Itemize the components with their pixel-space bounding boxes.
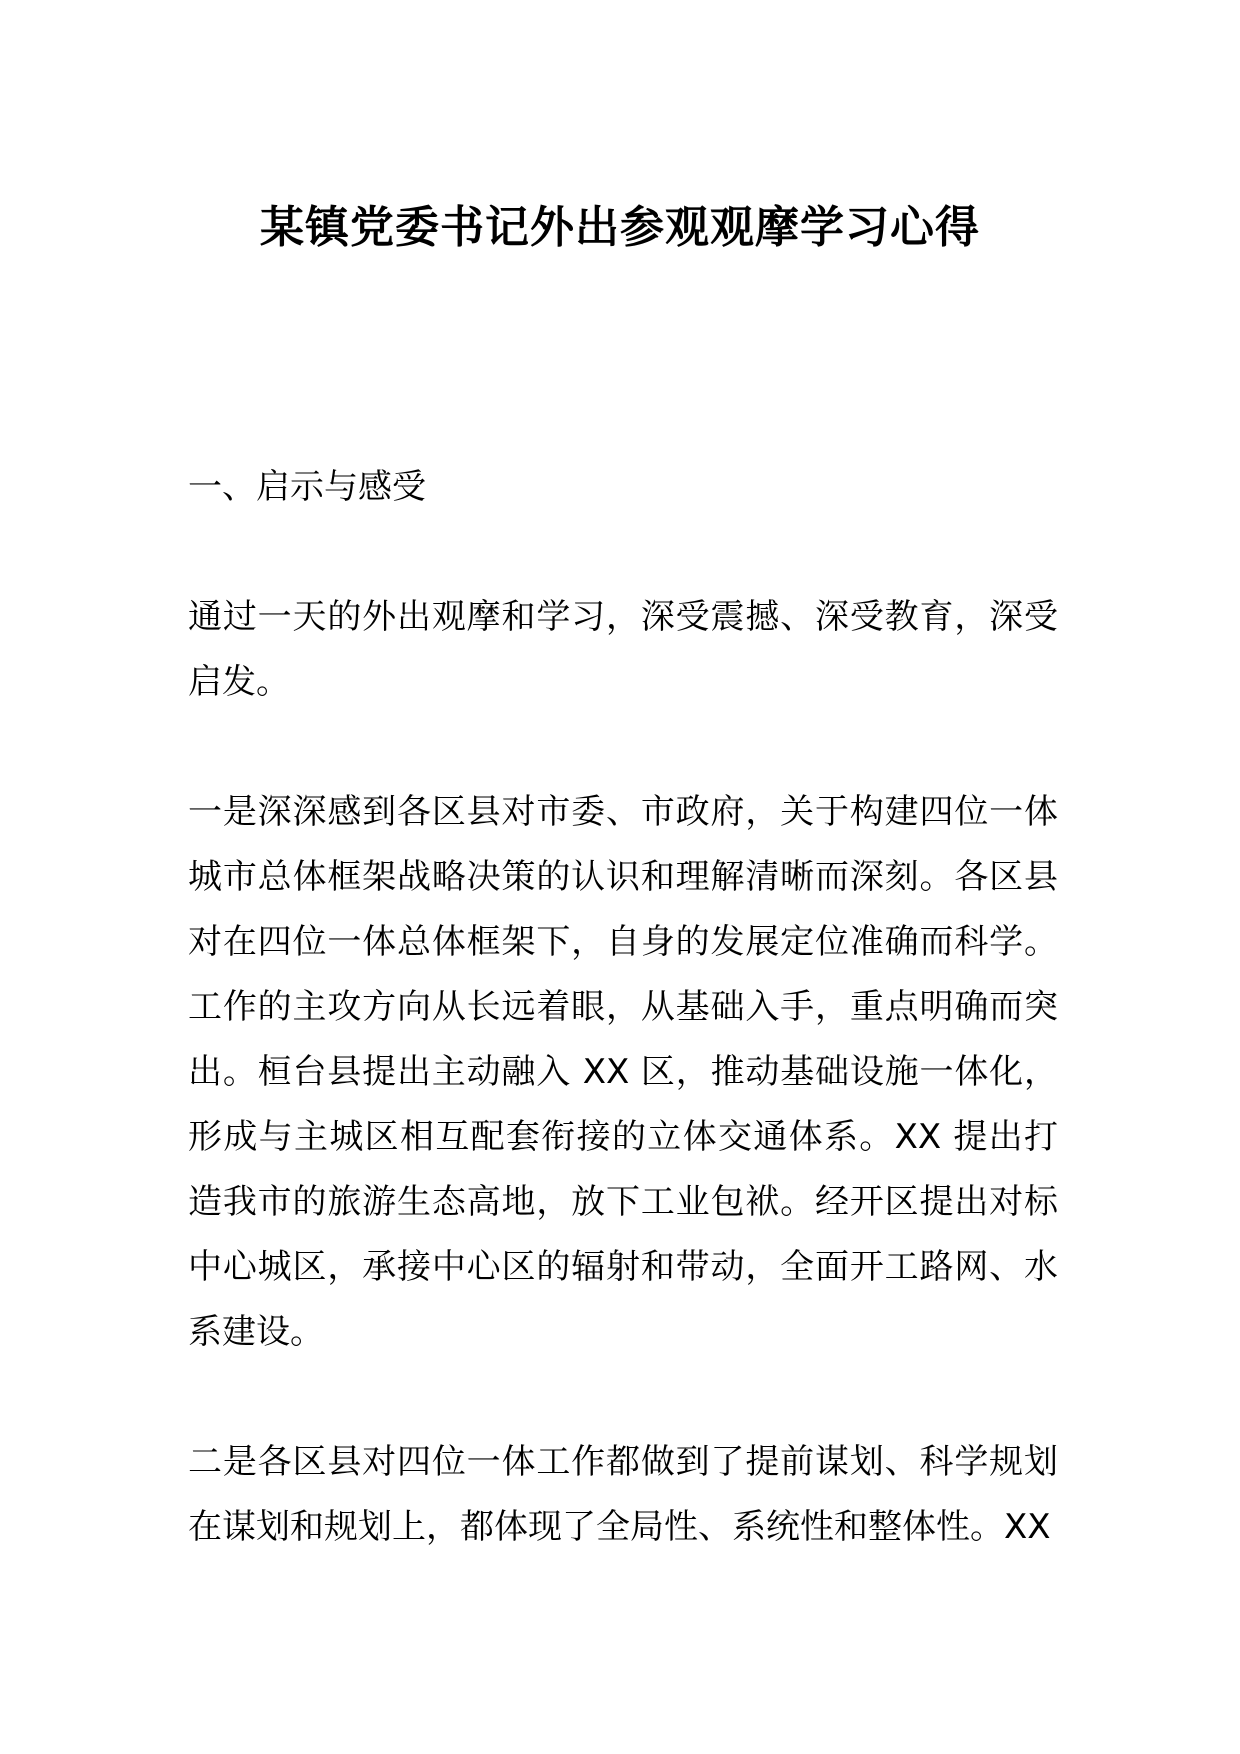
- paragraph-point-two: 二是各区县对四位一体工作都做到了提前谋划、科学规划在谋划和规划上，都体现了全局性、系统性和整体性。XX: [188, 1442, 1058, 1547]
- section-heading: 一、启示与感受: [188, 467, 426, 507]
- document-body: [188, 455, 1058, 1625]
- document-title: 某镇党委书记外出参观观摩学习心得: [260, 202, 980, 253]
- paragraph-point-one: 一是深深感到各区县对市委、市政府，关于构建四位一体城市总体框架战略决策的认识和理解清晰而深刻。各区县对在四位一体总体框架下，自身的发展定位准确而科学。工作的主攻方向从长远着眼，从基础入手，重点明确而突出。桓台县提出主动融入 XX 区，推动基础设施一体化，形成与主城区相互配套衔接的立体交通体系。XX 提出打造我市的旅游生态高地，放下工业包袱。经开区提出对标中心城区，承接中心区的辐射和带动，全面开工路网、水系建设。: [188, 792, 1058, 1352]
- paragraph-intro: 通过一天的外出观摩和学习，深受震撼、深受教育，深受启发。: [188, 597, 1058, 702]
